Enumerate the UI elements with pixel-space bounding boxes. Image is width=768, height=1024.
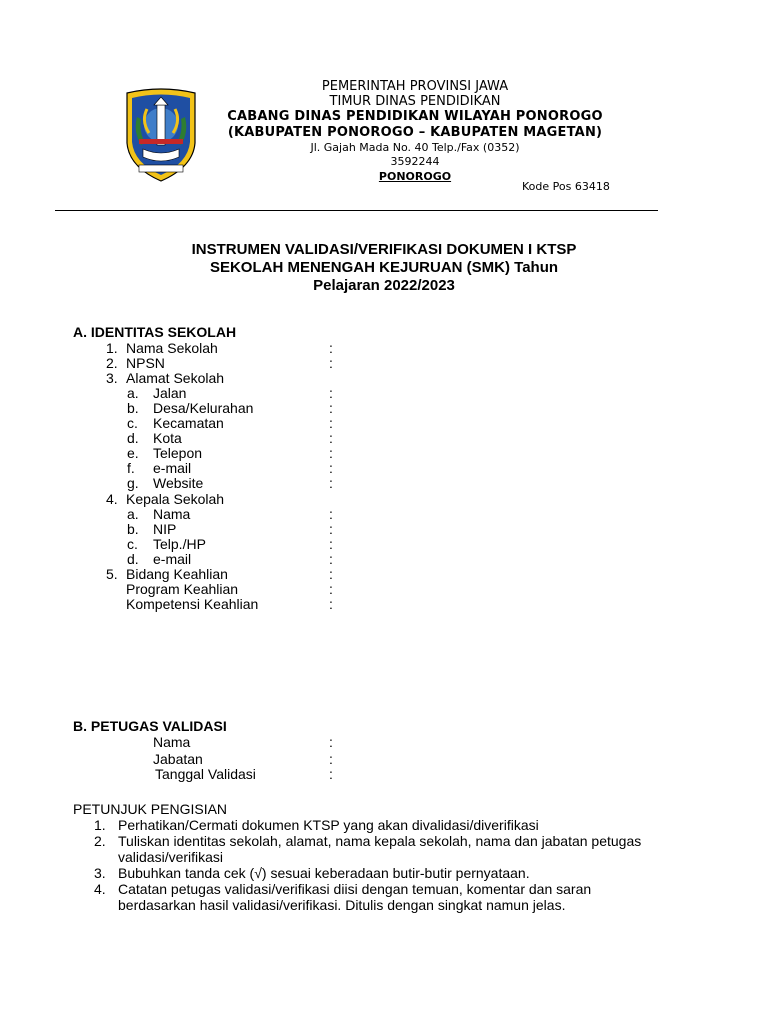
list-item: 3. Bubuhkan tanda cek (√) sesuai keberadaan butir-butir pernyataan.	[94, 865, 530, 881]
field-label: Tanggal Validasi	[155, 766, 256, 782]
form-field-row	[126, 582, 238, 597]
instructions-list	[94, 817, 654, 913]
field-colon: :	[329, 430, 333, 446]
list-item: 4. Catatan petugas validasi/verifikasi diisi dengan temuan, komentar dan saran berdasarkan hasil validasi/verifikasi. Ditulis dengan singkat namun jelas.	[94, 881, 592, 913]
field-label: Jalan	[153, 385, 187, 401]
letterhead	[190, 79, 640, 184]
field-label: e-mail	[153, 551, 192, 567]
field-label: Kompetensi Keahlian	[126, 596, 259, 612]
field-colon: :	[329, 551, 333, 567]
form-field-row: 1. Nama Sekolah	[106, 340, 218, 356]
field-label: Kota	[153, 430, 182, 446]
field-label: Kepala Sekolah	[126, 491, 225, 507]
letterhead-city: PONOROGO	[378, 170, 452, 183]
field-label: Jabatan	[153, 751, 203, 767]
letterhead-address: Jl. Gajah Mada No. 40 Telp./Fax (0352)	[310, 141, 520, 154]
title-line: INSTRUMEN VALIDASI/VERIFIKASI DOKUMEN I KTSP	[191, 241, 577, 258]
form-field-row: 4. Kepala Sekolah	[106, 491, 225, 507]
field-colon: :	[329, 506, 333, 522]
form-field-row: 2. NPSN	[106, 355, 165, 371]
field-label: Nama Sekolah	[126, 340, 218, 356]
field-label: Bidang Keahlian	[126, 566, 228, 582]
form-field-row: a. Jalan	[127, 385, 187, 401]
form-field-row: e. Telepon	[127, 445, 203, 461]
list-item: 1. Perhatikan/Cermati dokumen KTSP yang akan divalidasi/diverifikasi	[94, 817, 539, 833]
postal-code: Kode Pos 63418	[522, 180, 610, 193]
field-label: Alamat Sekolah	[126, 370, 225, 386]
letterhead-line: PEMERINTAH PROVINSI JAWA	[321, 79, 509, 94]
form-field-row: f. e-mail	[127, 460, 192, 476]
section-a-heading: A. IDENTITAS SEKOLAH	[73, 324, 237, 340]
letterhead-divider	[55, 210, 658, 211]
form-field-row: g. Website	[127, 475, 204, 491]
field-colon: :	[329, 566, 333, 582]
form-field-row: b. NIP	[127, 521, 177, 537]
field-label: NIP	[153, 521, 177, 537]
form-field-row: c. Kecamatan	[127, 415, 224, 431]
field-colon: :	[329, 475, 333, 491]
form-field-row: 5. Bidang Keahlian	[106, 566, 228, 582]
field-label: Nama	[153, 734, 191, 750]
form-field-row: 3. Alamat Sekolah	[106, 370, 225, 386]
field-colon: :	[329, 385, 333, 401]
field-colon: :	[329, 581, 333, 597]
provincial-emblem-icon	[121, 87, 201, 183]
letterhead-agency: CABANG DINAS PENDIDIKAN WILAYAH PONOROGO	[227, 109, 603, 124]
field-colon: :	[329, 445, 333, 461]
title-line: Pelajaran 2022/2023	[313, 277, 455, 294]
field-colon: :	[329, 340, 333, 356]
field-label: e-mail	[153, 460, 192, 476]
field-label: NPSN	[126, 355, 165, 371]
list-item: 2. Tuliskan identitas sekolah, alamat, nama kepala sekolah, nama dan jabatan petugas validasi/verifikasi	[94, 833, 642, 865]
field-colon: :	[329, 415, 333, 431]
field-colon: :	[329, 766, 333, 782]
field-label: Telepon	[153, 445, 203, 461]
title-line: SEKOLAH MENENGAH KEJURUAN (SMK) Tahun	[209, 259, 559, 276]
field-colon: :	[329, 355, 333, 371]
field-label: Desa/Kelurahan	[153, 400, 254, 416]
field-colon: :	[329, 400, 333, 416]
form-field-row: d. Kota	[127, 430, 182, 446]
form-field-row: a. Nama	[127, 506, 191, 522]
letterhead-region: (KABUPATEN PONOROGO – KABUPATEN MAGETAN)	[227, 125, 603, 140]
instructions-heading: PETUNJUK PENGISIAN	[73, 801, 228, 817]
form-field-row: d. e-mail	[127, 551, 192, 567]
field-colon: :	[329, 521, 333, 537]
form-field-row: c. Telp./HP	[127, 536, 206, 552]
letterhead-phone: 3592244	[390, 155, 440, 168]
section-b-heading: B. PETUGAS VALIDASI	[73, 718, 227, 734]
field-colon: :	[329, 460, 333, 476]
field-colon: :	[329, 596, 333, 612]
form-field-row	[126, 597, 258, 612]
field-colon: :	[329, 734, 333, 750]
field-label: Website	[153, 475, 204, 491]
field-label: Program Keahlian	[126, 581, 239, 597]
field-label: Nama	[153, 506, 191, 522]
letterhead-line: TIMUR DINAS PENDIDIKAN	[329, 94, 501, 109]
document-title	[140, 241, 628, 295]
form-field-row: b. Desa/Kelurahan	[127, 400, 254, 416]
field-colon: :	[329, 751, 333, 767]
field-label: Telp./HP	[153, 536, 206, 552]
field-colon: :	[329, 536, 333, 552]
field-label: Kecamatan	[153, 415, 224, 431]
